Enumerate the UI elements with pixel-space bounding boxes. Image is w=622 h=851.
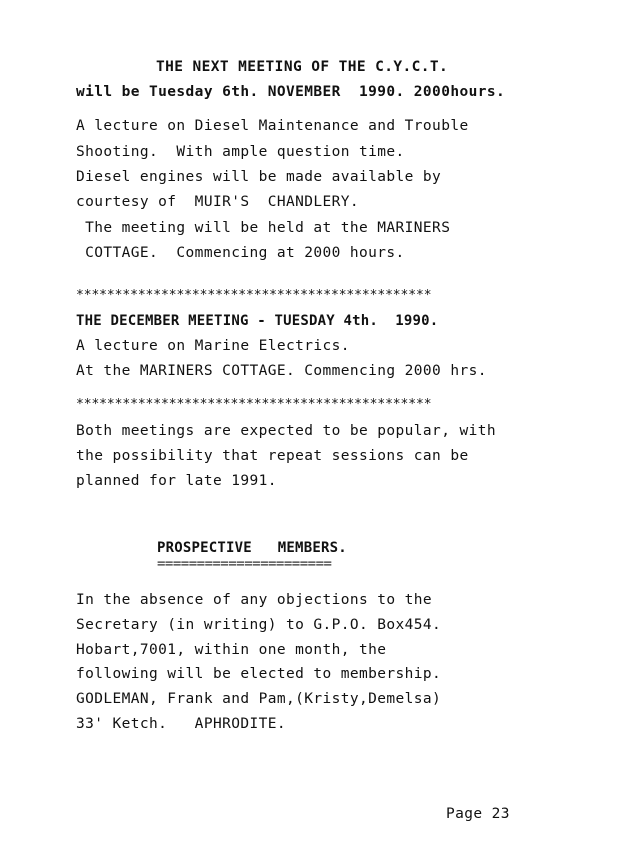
popularity-note-line: Both meetings are expected to be popular, with [76,423,496,439]
meeting-date-line: will be Tuesday 6th. NOVEMBER 1990. 2000hours. [76,84,506,100]
november-detail-line: Shooting. With ample question time. [76,144,405,160]
november-detail-line: courtesy of MUIR'S CHANDLERY. [76,194,360,210]
november-detail-line: COTTAGE. Commencing at 2000 hours. [76,245,405,261]
star-separator: ********************************************** [76,288,432,303]
heading-underline: ====================== [157,556,332,572]
december-detail-line: At the MARINERS COTTAGE. Commencing 2000 hrs. [76,363,487,379]
prospective-members-heading: PROSPECTIVE MEMBERS. [157,540,347,556]
page-number: Page 23 [446,806,510,822]
meeting-heading: THE NEXT MEETING OF THE C.Y.C.T. [156,59,449,75]
star-separator: ********************************************** [76,397,432,412]
prospective-members-line: GODLEMAN, Frank and Pam,(Kristy,Demelsa) [76,691,442,707]
november-detail-line: The meeting will be held at the MARINERS [76,220,451,236]
november-detail-line: A lecture on Diesel Maintenance and Trouble [76,118,469,134]
december-meeting-heading: THE DECEMBER MEETING - TUESDAY 4th. 1990. [76,313,439,329]
prospective-members-line: 33' Ketch. APHRODITE. [76,716,286,732]
popularity-note-line: the possibility that repeat sessions can be [76,448,469,464]
prospective-members-line: In the absence of any objections to the [76,592,433,608]
prospective-members-line: following will be elected to membership. [76,666,442,682]
popularity-note-line: planned for late 1991. [76,473,277,489]
december-detail-line: A lecture on Marine Electrics. [76,338,350,354]
prospective-members-line: Hobart,7001, within one month, the [76,642,387,658]
november-detail-line: Diesel engines will be made available by [76,169,442,185]
prospective-members-line: Secretary (in writing) to G.P.O. Box454. [76,617,442,633]
